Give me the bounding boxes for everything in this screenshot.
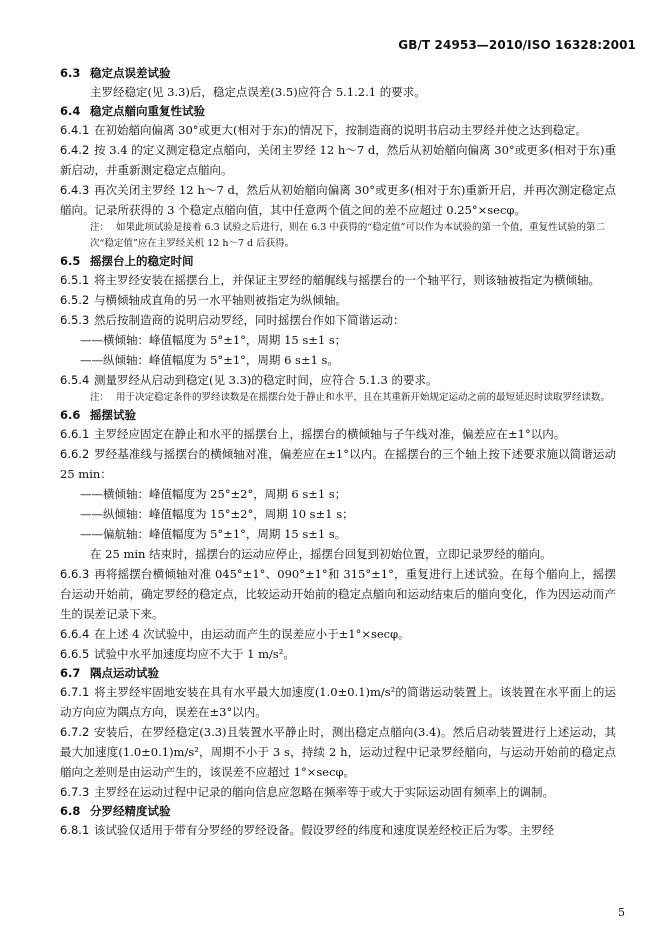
page-number: 5 — [618, 906, 625, 919]
paragraph-text: 在上述 4 次试验中，由运动而产生的误差应小于±1°×secφ。 — [94, 627, 410, 641]
section-number: 6.7 — [60, 666, 81, 680]
clause-number: 6.5.1 — [60, 273, 90, 287]
section-title: 稳定点误差试验 — [90, 66, 171, 80]
clause-number: 6.4.2 — [60, 143, 90, 157]
clause-number: 6.7.2 — [60, 725, 90, 739]
paragraph-text: 安装后，在罗经稳定(3.3)且装置水平静止时，测出稳定点艏向(3.4)。然后启动装置进行上述运动，其最大加速度(1.0±0.1)m/s²，周期不小于 3 s，持续 2 h，运动过程中记录罗经艏向，与运动开始前的稳定点艏向之差则是由运动产生的，该误差不应超过 1°×secφ。 — [60, 725, 616, 779]
paragraph-text: 与横倾轴成直角的另一水平轴则被指定为纵倾轴。 — [94, 293, 347, 307]
clause-paragraph — [60, 644, 616, 664]
paragraph-text: 按 3.4 的定义测定稳定点艏向，关闭主罗经 12 h～7 d，然后从初始艏向偏离 30°或更多(相对于东)重新启动，并重新测定稳定点艏向。 — [60, 143, 616, 177]
note-label: 注： — [90, 222, 110, 233]
clause-number: 6.6.2 — [60, 447, 90, 461]
paragraph-text: 再将摇摆台横倾轴对准 045°±1°、090°±1°和 315°±1°，重复进行上述试验。在每个艏向上，摇摆台运动开始前，确定罗经的稳定点，比较运动开始前的稳定点艏向和运动结束后的艏向变化，作为因运动而产生的误差记录下来。 — [60, 567, 616, 621]
section-heading — [60, 252, 616, 270]
body-paragraph — [60, 330, 616, 350]
clause-paragraph — [60, 682, 616, 722]
clause-paragraph — [60, 782, 616, 802]
paragraph-text: 在初始艏向偏离 30°或更大(相对于东)的情况下，按制造商的说明书启动主罗经并使之达到稳定。 — [94, 123, 588, 137]
clause-paragraph — [60, 310, 616, 330]
note-label: 注： — [90, 392, 110, 403]
clause-number: 6.7.1 — [60, 685, 90, 699]
section-heading — [60, 802, 616, 820]
clause-paragraph — [60, 370, 616, 390]
clause-paragraph — [60, 290, 616, 310]
clause-number: 6.8.1 — [60, 823, 90, 837]
clause-number: 6.5.4 — [60, 373, 90, 387]
section-heading — [60, 664, 616, 682]
paragraph-text: ——横倾轴：峰值幅度为 5°±1°，周期 15 s±1 s； — [80, 333, 347, 347]
section-heading — [60, 64, 616, 82]
body-paragraph — [60, 82, 616, 102]
clause-number: 6.4.1 — [60, 123, 90, 137]
note-paragraph — [60, 220, 616, 252]
clause-paragraph — [60, 424, 616, 444]
clause-paragraph — [60, 120, 616, 140]
section-number: 6.6 — [60, 408, 81, 422]
standard-code-header: GB/T 24953—2010/ISO 16328:2001 — [398, 38, 636, 52]
body-paragraph — [60, 544, 616, 564]
section-title: 隅点运动试验 — [90, 666, 159, 680]
paragraph-text: 主罗经在运动过程中记录的艏向信息应忽略在频率等于或大于实际运动固有频率上的调制。 — [94, 785, 554, 799]
section-title: 稳定点艏向重复性试验 — [90, 104, 205, 118]
paragraph-text: ——纵倾轴：峰值幅度为 5°±1°，周期 6 s±1 s。 — [80, 353, 339, 367]
paragraph-text: ——纵倾轴：峰值幅度为 15°±2°，周期 10 s±1 s； — [80, 507, 354, 521]
clause-number: 6.6.1 — [60, 427, 90, 441]
section-heading — [60, 102, 616, 120]
clause-number: 6.5.2 — [60, 293, 90, 307]
paragraph-text: ——横倾轴：峰值幅度为 25°±2°，周期 6 s±1 s； — [80, 487, 347, 501]
paragraph-text: 罗经基准线与摇摆台的横倾轴对准，偏差应在±1°以内。在摇摆台的三个轴上按下述要求施以简谐运动 25 min： — [60, 447, 616, 481]
paragraph-text: 然后按制造商的说明启动罗经，同时摇摆台作如下简谐运动： — [94, 313, 405, 327]
section-heading — [60, 406, 616, 424]
clause-paragraph — [60, 444, 616, 484]
clause-paragraph — [60, 722, 616, 782]
paragraph-text: 再次关闭主罗经 12 h～7 d，然后从初始艏向偏离 30°或更多(相对于东)重新开启，并再次测定稳定点艏向。记录所获得的 3 个稳定点艏向值，其中任意两个值之间的差不应超过 0.25°×secφ。 — [60, 183, 616, 217]
clause-paragraph — [60, 820, 616, 840]
note-text: 用于决定稳定条件的罗经读数是在摇摆台处于静止和水平，且在其重新开始规定运动之前的最短延迟时读取罗经读数。 — [116, 392, 611, 403]
paragraph-text: 在 25 min 结束时，摇摆台的运动应停止，摇摆台回复到初始位置，立即记录罗经的艏向。 — [90, 547, 552, 561]
body-paragraph — [60, 484, 616, 504]
body-paragraph — [60, 504, 616, 524]
paragraph-text: 测量罗经从启动到稳定(见 3.3)的稳定时间，应符合 5.1.3 的要求。 — [94, 373, 438, 387]
note-paragraph — [60, 390, 616, 406]
clause-paragraph — [60, 140, 616, 180]
document-body — [60, 64, 616, 840]
paragraph-text: 该试验仅适用于带有分罗经的罗经设备。假设罗经的纬度和速度误差经校正后为零。主罗经 — [94, 823, 554, 837]
clause-paragraph — [60, 270, 616, 290]
paragraph-text: 试验中水平加速度均应不大于 1 m/s²。 — [94, 647, 295, 661]
clause-number: 6.7.3 — [60, 785, 90, 799]
section-number: 6.5 — [60, 254, 81, 268]
clause-number: 6.6.3 — [60, 567, 90, 581]
paragraph-text: ——偏航轴：峰值幅度为 5°±1°，周期 15 s±1 s。 — [80, 527, 347, 541]
paragraph-text: 主罗经稳定(见 3.3)后，稳定点误差(3.5)应符合 5.1.2.1 的要求。 — [90, 85, 426, 99]
clause-number: 6.6.5 — [60, 647, 90, 661]
section-title: 分罗经精度试验 — [90, 804, 171, 818]
paragraph-text: 将主罗经安装在摇摆台上，并保证主罗经的艏艉线与摇摆台的一个轴平行，则该轴被指定为横倾轴。 — [94, 273, 600, 287]
section-title: 摇摆台上的稳定时间 — [90, 254, 194, 268]
section-number: 6.8 — [60, 804, 81, 818]
section-number: 6.4 — [60, 104, 81, 118]
section-title: 摇摆试验 — [90, 408, 136, 422]
body-paragraph — [60, 524, 616, 544]
paragraph-text: 将主罗经牢固地安装在具有水平最大加速度(1.0±0.1)m/s²的简谐运动装置上。该装置在水平面上的运动方向应为隅点方向，误差在±3°以内。 — [60, 685, 616, 719]
clause-number: 6.6.4 — [60, 627, 90, 641]
clause-number: 6.5.3 — [60, 313, 90, 327]
clause-paragraph — [60, 180, 616, 220]
note-text: 如果此项试验是接着 6.3 试验之后进行，则在 6.3 中获得的“稳定值”可以作为本试验的第一个值，重复性试验的第二次“稳定值”应在主罗经关机 12 h～7 d 后获得。 — [90, 222, 606, 249]
clause-paragraph — [60, 624, 616, 644]
paragraph-text: 主罗经应固定在静止和水平的摇摆台上，摇摆台的横倾轴与子午线对准，偏差应在±1°以内。 — [94, 427, 566, 441]
clause-number: 6.4.3 — [60, 183, 90, 197]
body-paragraph — [60, 350, 616, 370]
section-number: 6.3 — [60, 66, 81, 80]
clause-paragraph — [60, 564, 616, 624]
